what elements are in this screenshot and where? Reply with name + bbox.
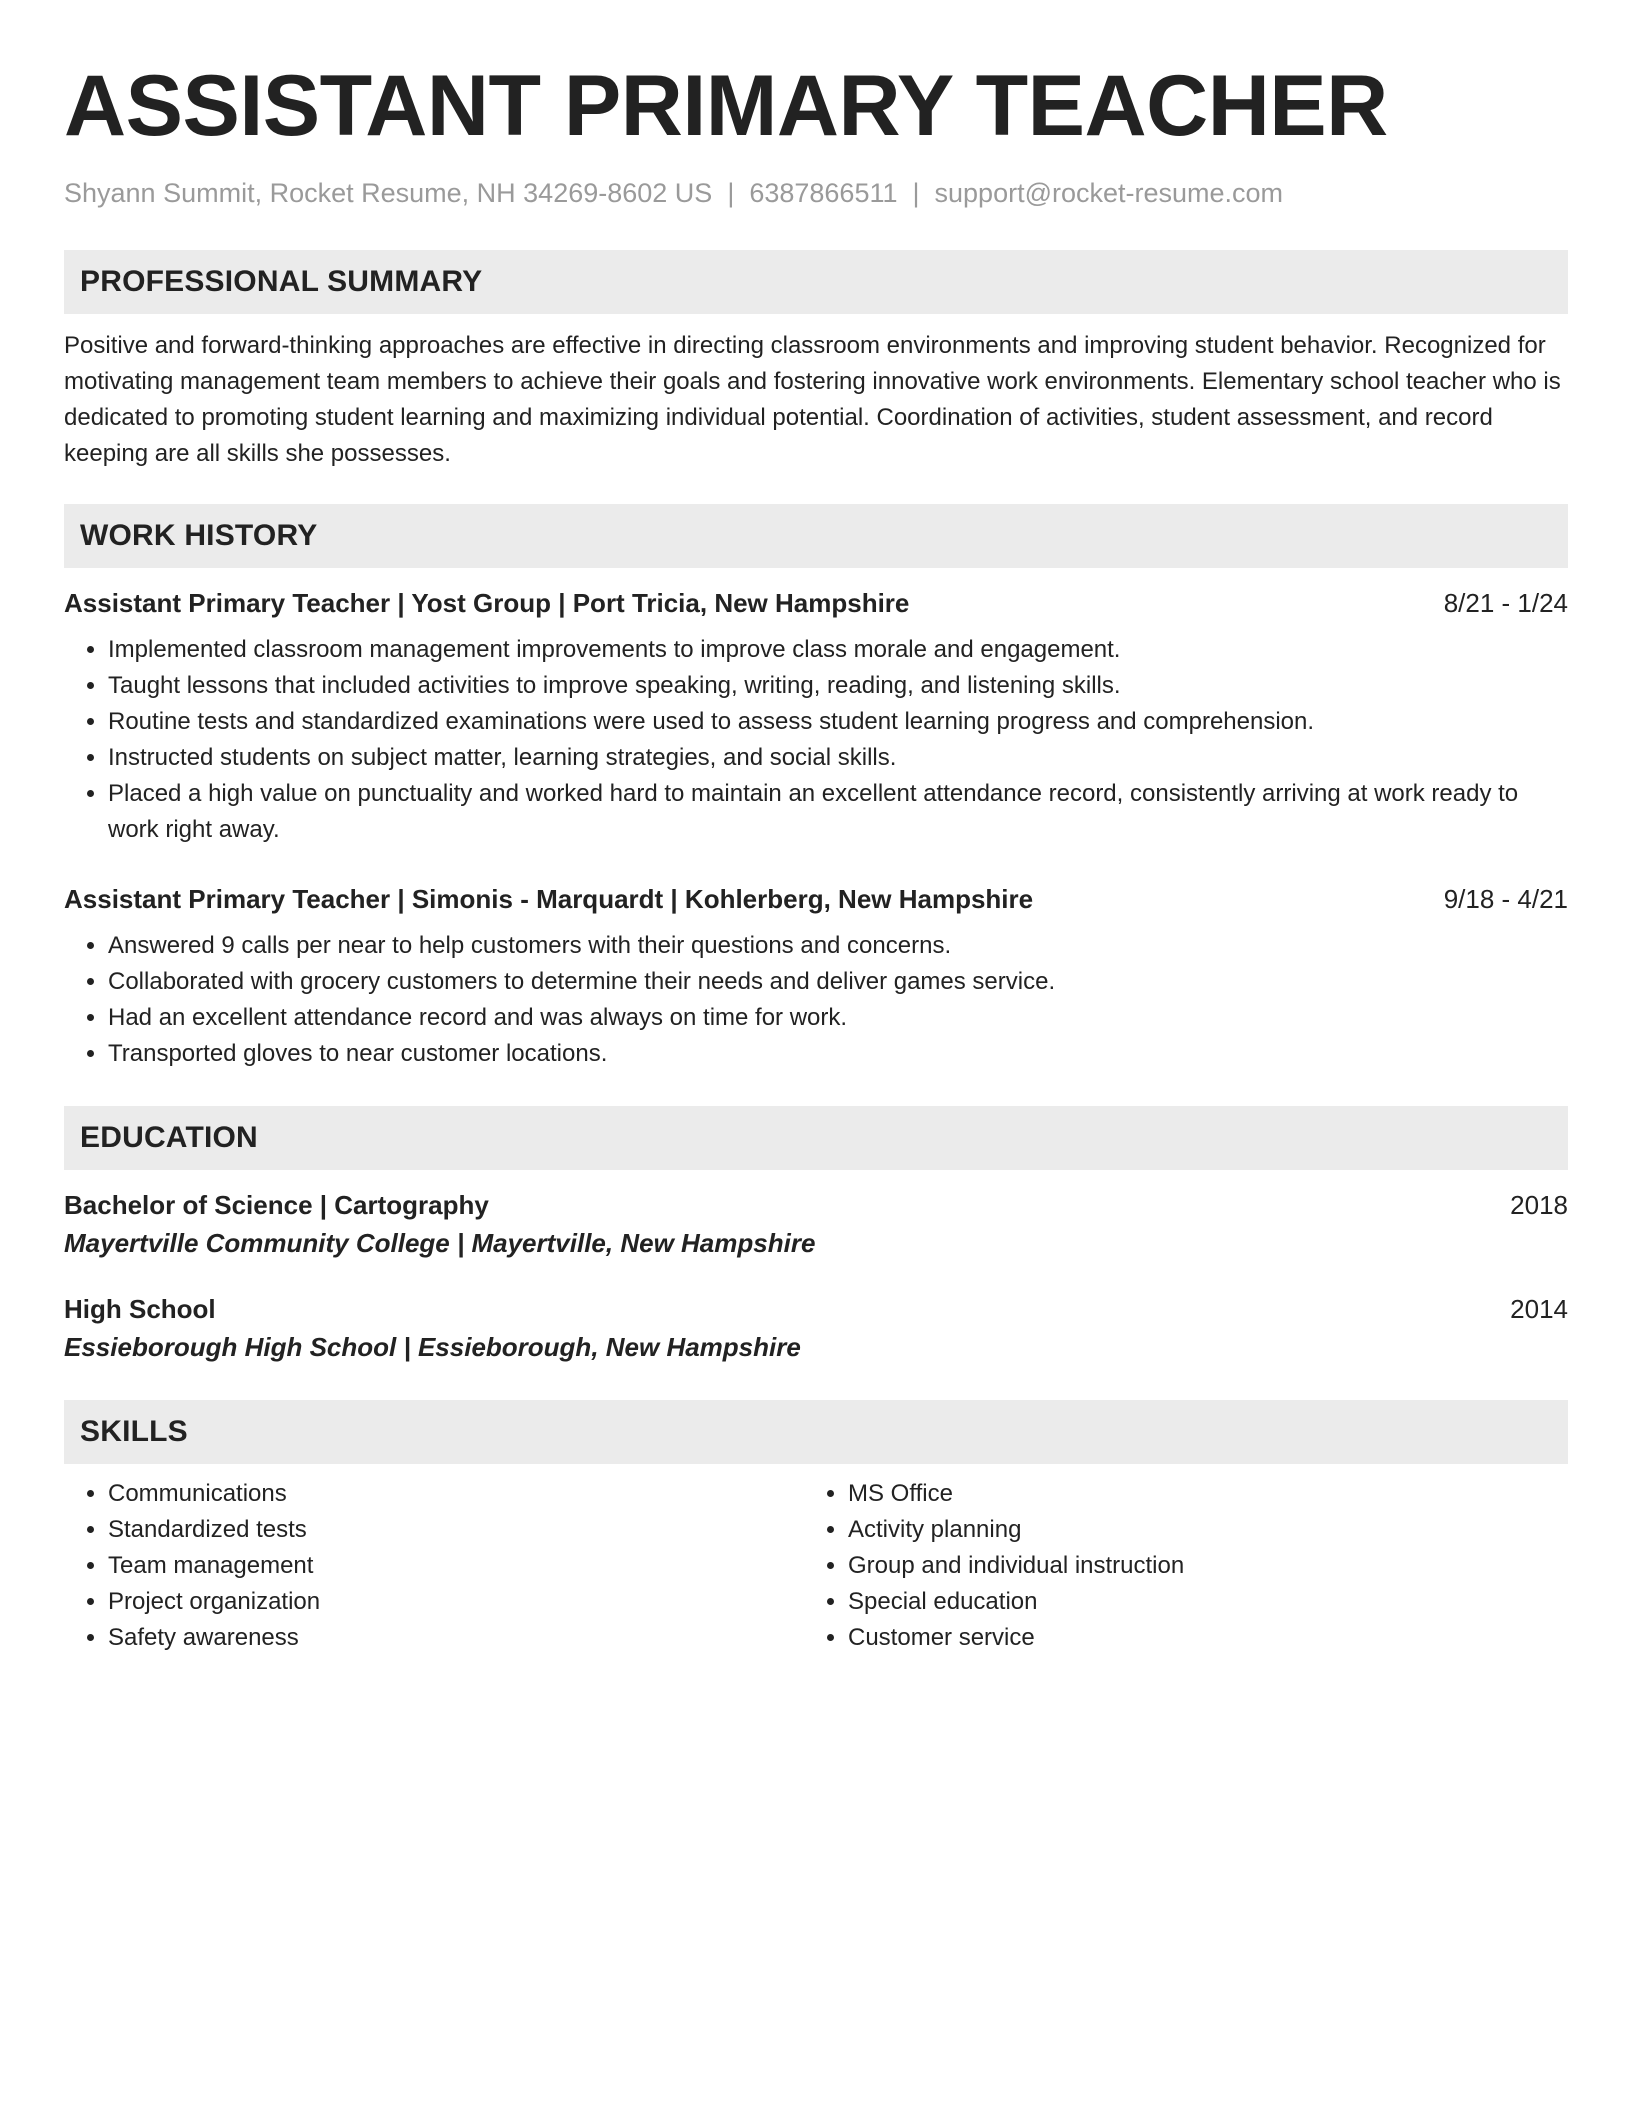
skill-item: • Team management — [108, 1548, 804, 1584]
education-entry — [64, 1188, 1568, 1260]
job-dates: 8/21 - 1/24 — [1443, 588, 1568, 618]
education-header — [64, 1292, 1568, 1326]
education-year: 2018 — [1510, 1190, 1568, 1220]
list-item: • Instructed students on subject matter, learning strategies, and social skills. — [108, 740, 1568, 776]
contact-address: Shyann Summit, Rocket Resume, NH 34269-8602 US — [64, 178, 713, 208]
job-title: Assistant Primary Teacher | Simonis - Marquardt | Kohlerberg, New Hampshire — [64, 884, 1034, 914]
section-heading-summary: PROFESSIONAL SUMMARY — [64, 250, 1568, 314]
list-item: • Implemented classroom management improvements to improve class morale and engagement. — [108, 632, 1568, 668]
education-degree: High School — [64, 1294, 216, 1324]
list-item: • Placed a high value on punctuality and worked hard to maintain an excellent attendance record, consistently arriving at work ready to work right away. — [108, 776, 1568, 848]
job-entry — [64, 586, 1568, 848]
skill-item: • Communications — [108, 1476, 804, 1512]
page-title: ASSISTANT PRIMARY TEACHER — [64, 58, 1388, 154]
skill-item: • Project organization — [108, 1584, 804, 1620]
skill-item: • Special education — [848, 1584, 1544, 1620]
job-header — [64, 586, 1568, 620]
list-item: • Taught lessons that included activities to improve speaking, writing, reading, and listening skills. — [108, 668, 1568, 704]
education-entry — [64, 1292, 1568, 1364]
skill-item: • Activity planning — [848, 1512, 1544, 1548]
skills-list — [64, 1464, 1568, 1656]
job-dates: 9/18 - 4/21 — [1443, 884, 1568, 914]
education-degree: Bachelor of Science | Cartography — [64, 1190, 489, 1220]
list-item: • Had an excellent attendance record and was always on time for work. — [108, 1000, 1568, 1036]
list-item: • Collaborated with grocery customers to determine their needs and deliver games service. — [108, 964, 1568, 1000]
summary-text: Positive and forward-thinking approaches are effective in directing classroom environments and improving student behavior. Recognized for motivating management team members to achieve their goals and fostering innovative work environments. Elementary school teacher who is dedicated to promoting student learning and maximizing individual potential. Coordination of activities, student assessment, and record keeping are all skills she possesses. — [64, 332, 1561, 467]
job-title: Assistant Primary Teacher | Yost Group | Port Tricia, New Hampshire — [64, 588, 910, 618]
skills-column-left — [64, 1476, 804, 1656]
contact-separator: | — [727, 178, 735, 208]
job-header — [64, 882, 1568, 916]
skill-item: • Group and individual instruction — [848, 1548, 1544, 1584]
skill-item: • Safety awareness — [108, 1620, 804, 1656]
skill-item: • Standardized tests — [108, 1512, 804, 1548]
education-year: 2014 — [1510, 1294, 1568, 1324]
education-school: Mayertville Community College | Mayertville, New Hampshire — [64, 1228, 816, 1258]
education-school: Essieborough High School | Essieborough, New Hampshire — [64, 1332, 801, 1362]
contact-email: support@rocket-resume.com — [934, 178, 1284, 208]
contact-separator: | — [912, 178, 920, 208]
job-bullets — [64, 632, 1568, 848]
list-item: • Transported gloves to near customer locations. — [108, 1036, 1568, 1072]
list-item: • Answered 9 calls per near to help customers with their questions and concerns. — [108, 928, 1568, 964]
skill-item: • Customer service — [848, 1620, 1544, 1656]
skill-item: • MS Office — [848, 1476, 1544, 1512]
list-item: • Routine tests and standardized examinations were used to assess student learning progress and comprehension. — [108, 704, 1568, 740]
section-heading-work: WORK HISTORY — [64, 504, 1568, 568]
contact-phone: 6387866511 — [749, 178, 898, 208]
section-heading-skills: SKILLS — [64, 1400, 1568, 1464]
job-entry — [64, 882, 1568, 1072]
skills-column-right — [804, 1476, 1544, 1656]
education-header — [64, 1188, 1568, 1222]
job-bullets — [64, 928, 1568, 1072]
section-heading-education: EDUCATION — [64, 1106, 1568, 1170]
contact-line — [64, 176, 1568, 210]
